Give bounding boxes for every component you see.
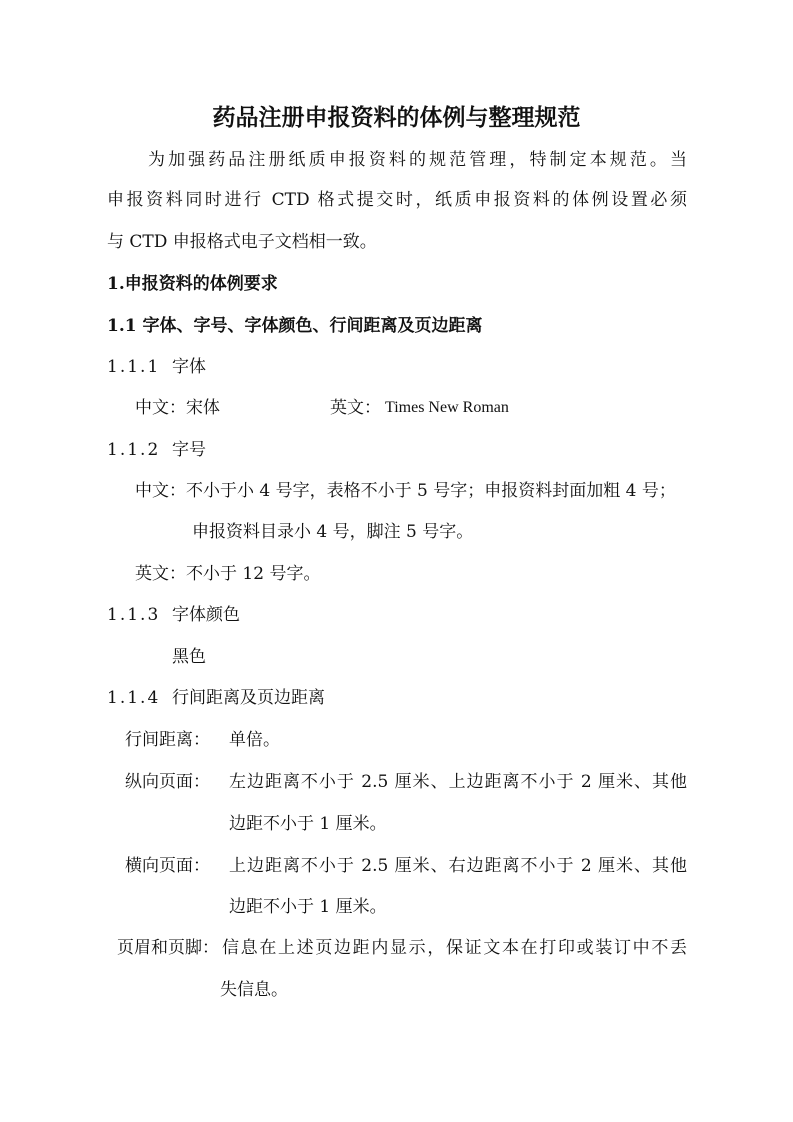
header-footer-line: 失信息。 bbox=[220, 980, 288, 1000]
section-label: 字号 bbox=[172, 440, 206, 460]
heading-1-1: 1.1 字体、字号、字体颜色、行间距离及页边距离 bbox=[107, 316, 483, 336]
portrait-line: 边距不小于 1 厘米。 bbox=[229, 814, 387, 834]
cn-size-line: 申报资料目录小 4 号，脚注 5 号字。 bbox=[192, 522, 474, 542]
landscape-line: 上边距离不小于 2.5 厘米、右边距离不小于 2 厘米、其他 bbox=[229, 856, 687, 876]
landscape-line: 边距不小于 1 厘米。 bbox=[229, 897, 387, 917]
header-footer-label: 页眉和页脚： bbox=[117, 938, 219, 958]
intro-line: 为加强药品注册纸质申报资料的规范管理，特制定本规范。当 bbox=[148, 150, 687, 170]
section-label: 字体 bbox=[172, 357, 206, 377]
line-spacing-label: 行间距离： bbox=[125, 730, 210, 750]
section-number: 1.1.3 bbox=[107, 605, 161, 625]
section-label: 字体颜色 bbox=[172, 605, 240, 625]
cn-font: 中文：宋体 bbox=[135, 398, 220, 418]
en-font-value: Times New Roman bbox=[385, 399, 509, 416]
en-size: 英文：不小于 12 号字。 bbox=[135, 564, 321, 584]
header-footer-line: 信息在上述页边距内显示，保证文本在打印或装订中不丢 bbox=[222, 938, 687, 958]
font-color-value: 黑色 bbox=[172, 647, 206, 667]
intro-line: 与 CTD 申报格式电子文档相一致。 bbox=[107, 232, 377, 252]
section-number: 1.1.4 bbox=[107, 688, 161, 708]
portrait-line: 左边距离不小于 2.5 厘米、上边距离不小于 2 厘米、其他 bbox=[229, 772, 687, 792]
document-title: 药品注册申报资料的体例与整理规范 bbox=[212, 104, 581, 131]
portrait-label: 纵向页面： bbox=[125, 772, 210, 792]
cn-size-line: 中文：不小于小 4 号字，表格不小于 5 号字；申报资料封面加粗 4 号； bbox=[135, 481, 676, 501]
heading-1: 1.申报资料的体例要求 bbox=[107, 274, 278, 294]
section-label: 行间距离及页边距离 bbox=[172, 688, 325, 708]
en-font-label: 英文： bbox=[330, 398, 381, 418]
intro-line: 申报资料同时进行 CTD 格式提交时，纸质申报资料的体例设置必须 bbox=[107, 190, 687, 210]
landscape-label: 横向页面： bbox=[125, 856, 210, 876]
line-spacing-value: 单倍。 bbox=[229, 730, 280, 750]
section-number: 1.1.2 bbox=[107, 440, 161, 460]
section-number: 1.1.1 bbox=[107, 357, 161, 377]
